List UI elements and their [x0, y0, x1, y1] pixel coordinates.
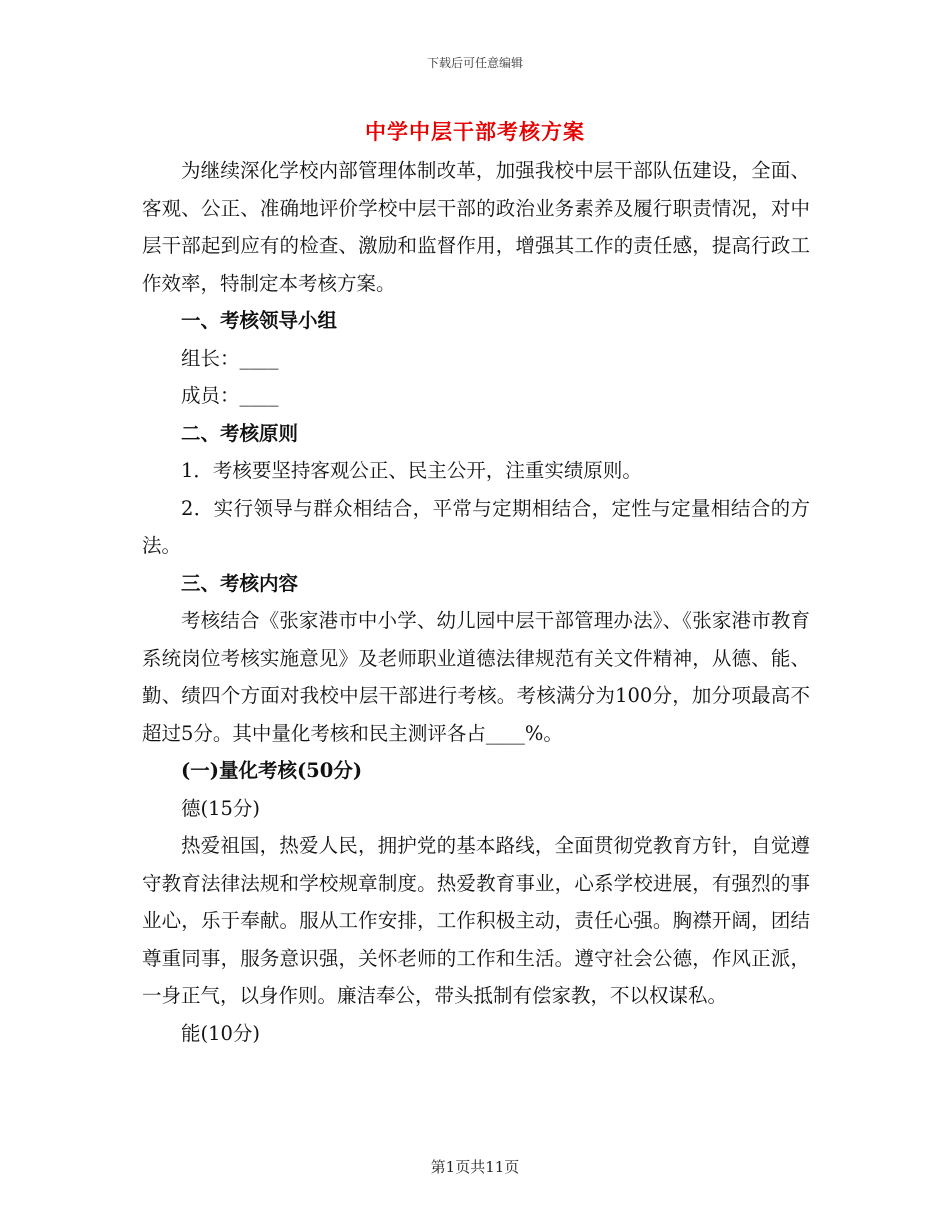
- document-body: [142, 152, 810, 1052]
- principle-item-1: 1．考核要坚持客观公正、民主公开，注重实绩原则。: [181, 459, 642, 482]
- document-title: 中学中层干部考核方案: [365, 119, 585, 144]
- item-heading-ability: 能(10分): [181, 1021, 261, 1045]
- section-heading-content: 三、考核内容: [181, 571, 299, 595]
- group-leader-line: 组长：____: [181, 346, 279, 370]
- header-note: 下载后可任意编辑: [426, 56, 523, 70]
- page-footer: 第1页共11页: [430, 1158, 520, 1176]
- item-heading-morality: 德(15分): [181, 796, 261, 820]
- intro-paragraph: 为继续深化学校内部管理体制改革，加强我校中层干部队伍建设，全面、客观、公正、准确地评价学校中层干部的政治业务素养及履行职责情况，对中层干部起到应有的检查、激励和监督作用，增强其工作的责任感，提高行政工作效率，特制定本考核方案。: [142, 159, 810, 295]
- section-heading-leadership-group: 一、考核领导小组: [181, 309, 338, 332]
- group-members-line: 成员：____: [181, 384, 279, 407]
- subsection-heading-quantitative: (一)量化考核(50分): [181, 759, 363, 782]
- content-paragraph: 考核结合《张家港市中小学、幼儿园中层干部管理办法》、《张家港市教育系统岗位考核实施意见》及老师职业道德法律规范有关文件精神，从德、能、勤、绩四个方面对我校中层干部进行考核。考核满分为100分，加分项最高不超过5分。其中量化考核和民主测评各占____%。: [142, 609, 810, 745]
- morality-paragraph: 热爱祖国，热爱人民，拥护党的基本路线，全面贯彻党教育方针，自觉遵守教育法律法规和学校规章制度。热爱教育事业，心系学校进展，有强烈的事业心，乐于奉献。服从工作安排，工作积极主动，责任心强。胸襟开阔，团结尊重同事，服务意识强，关怀老师的工作和生活。遵守社会公德，作风正派，一身正气，以身作则。廉洁奉公，带头抵制有偿家教，不以权谋私。: [142, 834, 810, 1007]
- principle-item-2: 2．实行领导与群众相结合，平常与定期相结合，定性与定量相结合的方法。: [142, 496, 810, 557]
- section-heading-principles: 二、考核原则: [181, 421, 299, 445]
